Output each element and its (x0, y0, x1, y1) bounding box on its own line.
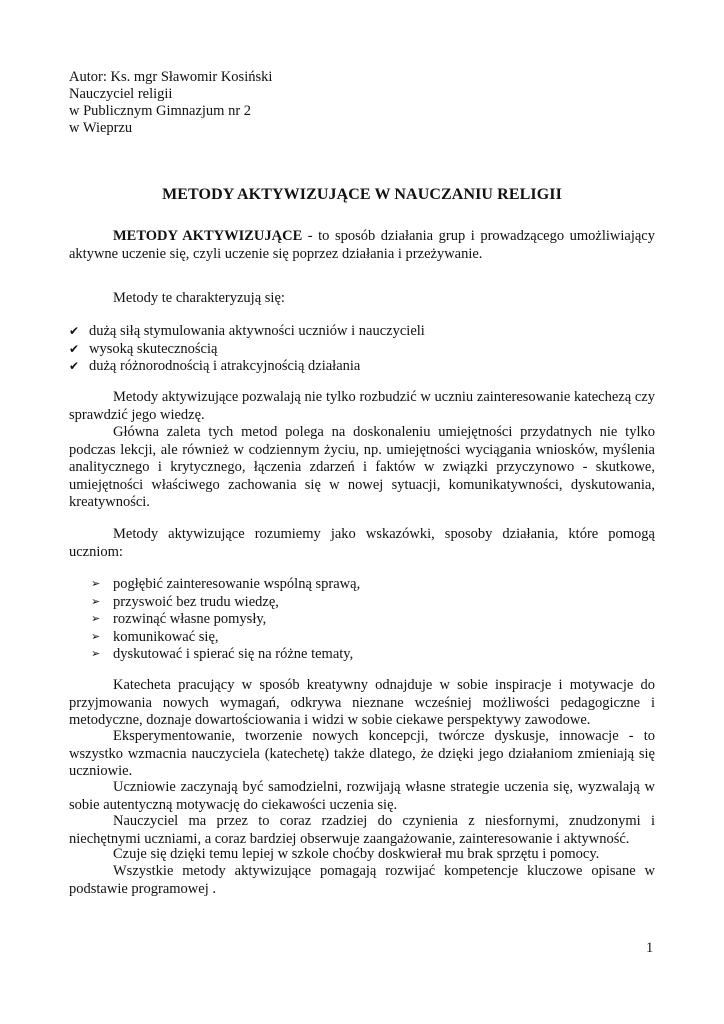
paragraph-1: Metody aktywizujące pozwalają nie tylko rozbudzić w uczniu zainteresowanie katechezą czy sprawdzić jego wiedzę. (69, 389, 655, 423)
list-item (91, 576, 651, 594)
paragraph-9: Wszystkie metody aktywizujące pomagają rozwijać kompetencje kluczowe opisane w podstawie programowej . (69, 863, 655, 897)
page-number: 1 (646, 940, 654, 956)
list-item-text: wysoką skutecznością (89, 340, 218, 357)
list-item (91, 629, 651, 647)
arrowhead-icon: ➢ (91, 613, 101, 626)
list-item-text: dużą siłą stymulowania aktywności uczniów i nauczycieli (89, 323, 425, 339)
list-item-text: dużą różnorodnością i atrakcyjnością działania (89, 358, 361, 375)
arrowhead-icon: ➢ (91, 578, 101, 590)
paragraph-7: Nauczyciel ma przez to coraz rzadziej do czynienia z niesfornymi, znudzonymi i niechętnymi uczniami, a coraz bardziej obserwuje zaangażowanie, zainteresowanie i aktywność. (69, 813, 655, 847)
checkmark-icon: ✔ (69, 359, 80, 374)
list-item-text: pogłębić zainteresowanie wspólną sprawą, (113, 576, 361, 592)
paragraph-8: Czuje się dzięki temu lepiej w szkole choćby doskwierał mu brak sprzętu i pomocy. (113, 846, 600, 862)
author-school: w Publicznym Gimnazjum nr 2 (69, 103, 252, 119)
author-town: w Wieprzu (69, 120, 133, 136)
aims-list (91, 576, 651, 664)
checkmark-icon: ✔ (69, 341, 80, 356)
paragraph-5: Eksperymentowanie, tworzenie nowych koncepcji, twórcze dyskusje, innowacje - to wszystko wzmacnia nauczyciela (katechetę) także dlatego, że dzięki jego działaniom zmieniają się uczniowie. (69, 728, 655, 780)
author-name: Autor: Ks. mgr Sławomir Kosiński (69, 69, 273, 85)
list-item (91, 611, 651, 629)
intro-definition: - to sposób działania grup i prowadzącego umożliwiający aktywne uczenie się, czyli uczenie się poprzez działania i przeżywanie. (69, 228, 655, 262)
document-title: METODY AKTYWIZUJĄCE W NAUCZANIU RELIGII (162, 186, 562, 203)
paragraph-2: Główna zaleta tych metod polega na doskonaleniu umiejętności przydatnych nie tylko podczas lekcji, ale również w codziennym życiu, np. umiejętności wyciągania wniosków, myślenia analitycznego i krytycznego, łączenia zdarzeń i faktów w związki przyczynowo - skutkowe, umiejętności właściwego zachowania się w nowej sytuacji, komunikatywności, dyskutowania, kreatywności. (69, 424, 655, 511)
list-item (69, 323, 655, 341)
list-item-text: przyswoić bez trudu wiedzę, (113, 593, 279, 610)
list-item-text: rozwinąć własne pomysły, (113, 611, 267, 628)
intro-paragraph (69, 228, 655, 263)
paragraph-4: Katecheta pracujący w sposób kreatywny odnajduje w sobie inspiracje i motywacje do przyjmowania nowych wymagań, odkrywa nieznane wcześniej możliwości pedagogiczne i metodyczne, doznaje dowartościowania i widzi w sobie ciekawe perspektywy zawodowe. (69, 677, 655, 729)
list-item (91, 646, 651, 664)
list-item-text: dyskutować i spierać się na różne tematy, (113, 646, 354, 663)
paragraph-6: Uczniowie zaczynają być samodzielni, rozwijają własne strategie uczenia się, wyzwalają w sobie autentyczną motywację do ciekawości uczenia się. (69, 779, 655, 813)
list-item-text: komunikować się, (113, 628, 219, 645)
checkmark-icon: ✔ (69, 324, 80, 338)
characteristics-heading: Metody te charakteryzują się: (113, 290, 285, 306)
author-block (69, 69, 272, 137)
list-item (91, 594, 651, 612)
list-item (69, 341, 655, 359)
arrowhead-icon: ➢ (91, 648, 101, 661)
intro-term: METODY AKTYWIZUJĄCE (113, 228, 303, 244)
list-item (69, 358, 655, 376)
arrowhead-icon: ➢ (91, 595, 101, 608)
author-role: Nauczyciel religii (69, 86, 173, 102)
paragraph-3: Metody aktywizujące rozumiemy jako wskazówki, sposoby działania, które pomogą uczniom: (69, 526, 655, 560)
arrowhead-icon: ➢ (91, 630, 101, 643)
characteristics-list (69, 323, 655, 376)
